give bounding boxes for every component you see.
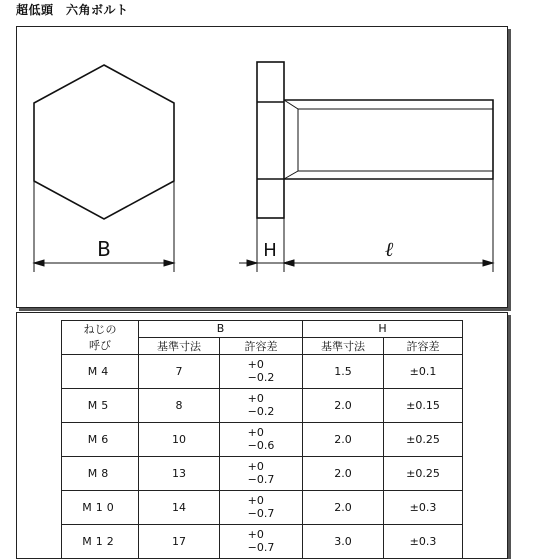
cell-h: 2.0 (303, 388, 384, 422)
header-h: H (303, 321, 463, 338)
header-b: B (139, 321, 303, 338)
cell-h: 2.0 (303, 456, 384, 490)
cell-h: 1.5 (303, 354, 384, 388)
cell-h-tol: ±0.25 (384, 456, 463, 490)
header-b-tol: 許容差 (220, 337, 303, 354)
cell-h: 3.0 (303, 524, 384, 558)
spec-table (61, 320, 463, 559)
cell-screw: M4 (62, 354, 139, 388)
cell-h-tol: ±0.3 (384, 524, 463, 558)
cell-b-tol-minus: −0.2 (247, 371, 275, 384)
cell-screw: M12 (62, 524, 139, 558)
cell-b-tol-minus: −0.7 (247, 473, 275, 486)
table-row (62, 422, 463, 456)
cell-b: 17 (139, 524, 220, 558)
label-h: H (263, 240, 277, 261)
shank-fillet-top (284, 100, 298, 109)
cell-b-tol (220, 456, 303, 490)
cell-b-tol-minus: −0.2 (247, 405, 275, 418)
cell-h: 2.0 (303, 490, 384, 524)
label-l: ℓ (384, 237, 394, 261)
cell-b-tol (220, 354, 303, 388)
l-arrow-right (483, 260, 493, 266)
bolt-drawing-panel (16, 26, 508, 308)
page-title: 超低頭 六角ボルト (16, 3, 129, 17)
header-screw-top: ねじの (62, 321, 139, 338)
cell-b: 13 (139, 456, 220, 490)
cell-screw: M6 (62, 422, 139, 456)
cell-b-tol-minus: −0.7 (247, 541, 275, 554)
header-screw-bottom: 呼び (62, 337, 139, 354)
cell-b-tol-plus: +0 (247, 494, 264, 507)
cell-b-tol (220, 524, 303, 558)
cell-b-tol-plus: +0 (247, 460, 264, 473)
bolt-drawing (17, 27, 507, 307)
b-arrow-right (164, 260, 174, 266)
cell-h-tol: ±0.3 (384, 490, 463, 524)
hex-head-outline (34, 65, 174, 219)
bolt-head-side (257, 62, 284, 218)
cell-screw: M5 (62, 388, 139, 422)
cell-screw: M10 (62, 490, 139, 524)
spec-table-panel (16, 312, 508, 559)
cell-b-tol-minus: −0.6 (247, 439, 275, 452)
h-arrow-left (247, 260, 257, 266)
table-row (62, 388, 463, 422)
cell-b-tol-minus: −0.7 (247, 507, 275, 520)
cell-h-tol: ±0.15 (384, 388, 463, 422)
cell-b-tol (220, 422, 303, 456)
cell-b-tol (220, 388, 303, 422)
header-b-base: 基準寸法 (139, 337, 220, 354)
bolt-shank (284, 100, 493, 179)
cell-b: 14 (139, 490, 220, 524)
cell-b-tol (220, 490, 303, 524)
cell-h-tol: ±0.1 (384, 354, 463, 388)
cell-b: 7 (139, 354, 220, 388)
cell-b-tol-plus: +0 (247, 528, 264, 541)
cell-b-tol-plus: +0 (247, 358, 264, 371)
header-h-tol: 許容差 (384, 337, 463, 354)
table-row (62, 456, 463, 490)
cell-b: 10 (139, 422, 220, 456)
cell-screw: M8 (62, 456, 139, 490)
cell-b-tol-plus: +0 (247, 392, 264, 405)
cell-b: 8 (139, 388, 220, 422)
l-arrow-left (284, 260, 294, 266)
label-b: B (97, 237, 111, 261)
table-row (62, 354, 463, 388)
b-arrow-left (34, 260, 44, 266)
cell-h: 2.0 (303, 422, 384, 456)
header-h-base: 基準寸法 (303, 337, 384, 354)
cell-h-tol: ±0.25 (384, 422, 463, 456)
shank-fillet-bottom (284, 171, 298, 179)
table-row (62, 524, 463, 558)
cell-b-tol-plus: +0 (247, 426, 264, 439)
table-row (62, 490, 463, 524)
